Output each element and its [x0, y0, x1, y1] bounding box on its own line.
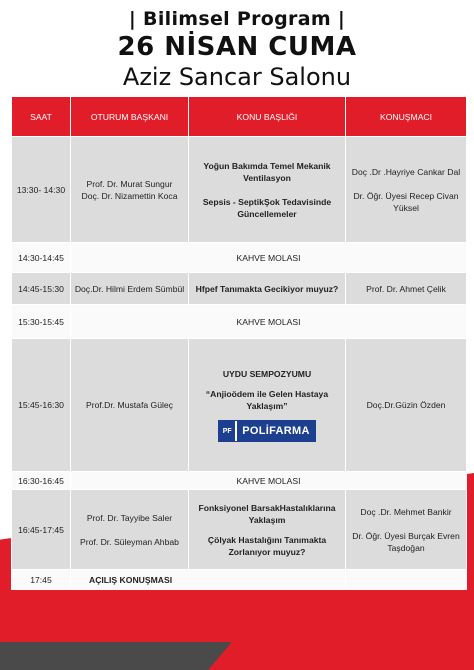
topic-cell: Hfpef Tanımakta Gecikiyor muyuz? [189, 273, 346, 305]
chair-cell: Doç.Dr. Hilmi Erdem Sümbül [71, 273, 189, 305]
schedule-table-wrap [11, 96, 466, 590]
opening-speech-cell: AÇILIŞ KONUŞMASI [71, 570, 346, 590]
topic-cell [189, 137, 346, 243]
chair-name: Prof. Dr. Tayyibe Saler [86, 512, 173, 523]
break-cell: KAHVE MOLASI [71, 305, 467, 339]
table-row [12, 490, 467, 570]
time-cell: 15:30-15:45 [12, 305, 71, 339]
break-cell: KAHVE MOLASI [71, 472, 467, 490]
chair-name: Prof. Dr. Süleyman Ahbab [80, 536, 179, 547]
background-dark-stripe [0, 642, 232, 670]
chair-name: Doç. Dr. Nizamettin Koca [81, 190, 178, 201]
time-cell: 17:45 [12, 570, 71, 590]
topic-title: Sepsis - SeptikŞok Tedavisinde Güncellemeler [202, 196, 332, 219]
date-heading: 26 NİSAN CUMA [117, 32, 357, 62]
topic-cell [189, 490, 346, 570]
page-header [0, 6, 474, 92]
column-header-time: SAAT [12, 97, 71, 137]
column-header-topic: KONU BAŞLIĞI [189, 97, 346, 137]
symposium-title: UYDU SEMPOZYUMU [222, 369, 312, 379]
table-row [12, 273, 467, 305]
speaker-cell: Prof. Dr. Ahmet Çelik [346, 273, 467, 305]
table-header-row [12, 97, 467, 137]
table-row [12, 305, 467, 339]
topic-cell [189, 339, 346, 472]
table-row [12, 570, 467, 590]
time-cell: 14:45-15:30 [12, 273, 71, 305]
speaker-name: Dr. Öğr. Üyesi Recep Civan Yüksel [353, 190, 459, 213]
time-cell: 16:30-16:45 [12, 472, 71, 490]
table-row [12, 137, 467, 243]
table-row [12, 339, 467, 472]
table-row [12, 472, 467, 490]
chair-cell: Prof.Dr. Mustafa Güleç [71, 339, 189, 472]
topic-title: Çölyak Hastalığını Tanımakta Zorlanıyor muyuz? [207, 534, 327, 557]
time-cell: 13:30- 14:30 [12, 137, 71, 243]
chair-name: Prof. Dr. Murat Sungur [86, 178, 173, 189]
sponsor-logo-mark: PF [219, 421, 235, 441]
time-cell: 15:45-16:30 [12, 339, 71, 472]
chair-cell [71, 137, 189, 243]
table-row [12, 243, 467, 273]
sponsor-name: POLİFARMA [235, 421, 314, 441]
schedule-table [11, 96, 467, 590]
chair-cell [71, 490, 189, 570]
speaker-cell [346, 490, 467, 570]
speaker-cell [346, 137, 467, 243]
speaker-name: Doç .Dr. Mehmet Bankir [360, 506, 452, 517]
empty-cell [346, 570, 467, 590]
topic-title: Yoğun Bakımda Temel Mekanik Ventilasyon [203, 160, 331, 183]
column-header-chair: OTURUM BAŞKANI [71, 97, 189, 137]
sponsor-logo [218, 420, 315, 442]
hall-heading: Aziz Sancar Salonu [122, 63, 352, 91]
column-header-speaker: KONUŞMACI [346, 97, 467, 137]
time-cell: 14:30-14:45 [12, 243, 71, 273]
break-cell: KAHVE MOLASI [71, 243, 467, 273]
speaker-cell: Doç.Dr.Güzin Özden [346, 339, 467, 472]
time-cell: 16:45-17:45 [12, 490, 71, 570]
topic-title: “Anjioödem ile Gelen Hastaya Yaklaşım” [205, 389, 329, 411]
topic-title: Fonksiyonel BarsakHastalıklarına Yaklaşım [198, 502, 336, 525]
speaker-name: Doç .Dr .Hayriye Cankar Dal [351, 166, 461, 177]
program-heading: | Bilimsel Program | [128, 8, 346, 30]
speaker-name: Dr. Öğr. Üyesi Burçak Evren Taşdoğan [352, 530, 460, 553]
